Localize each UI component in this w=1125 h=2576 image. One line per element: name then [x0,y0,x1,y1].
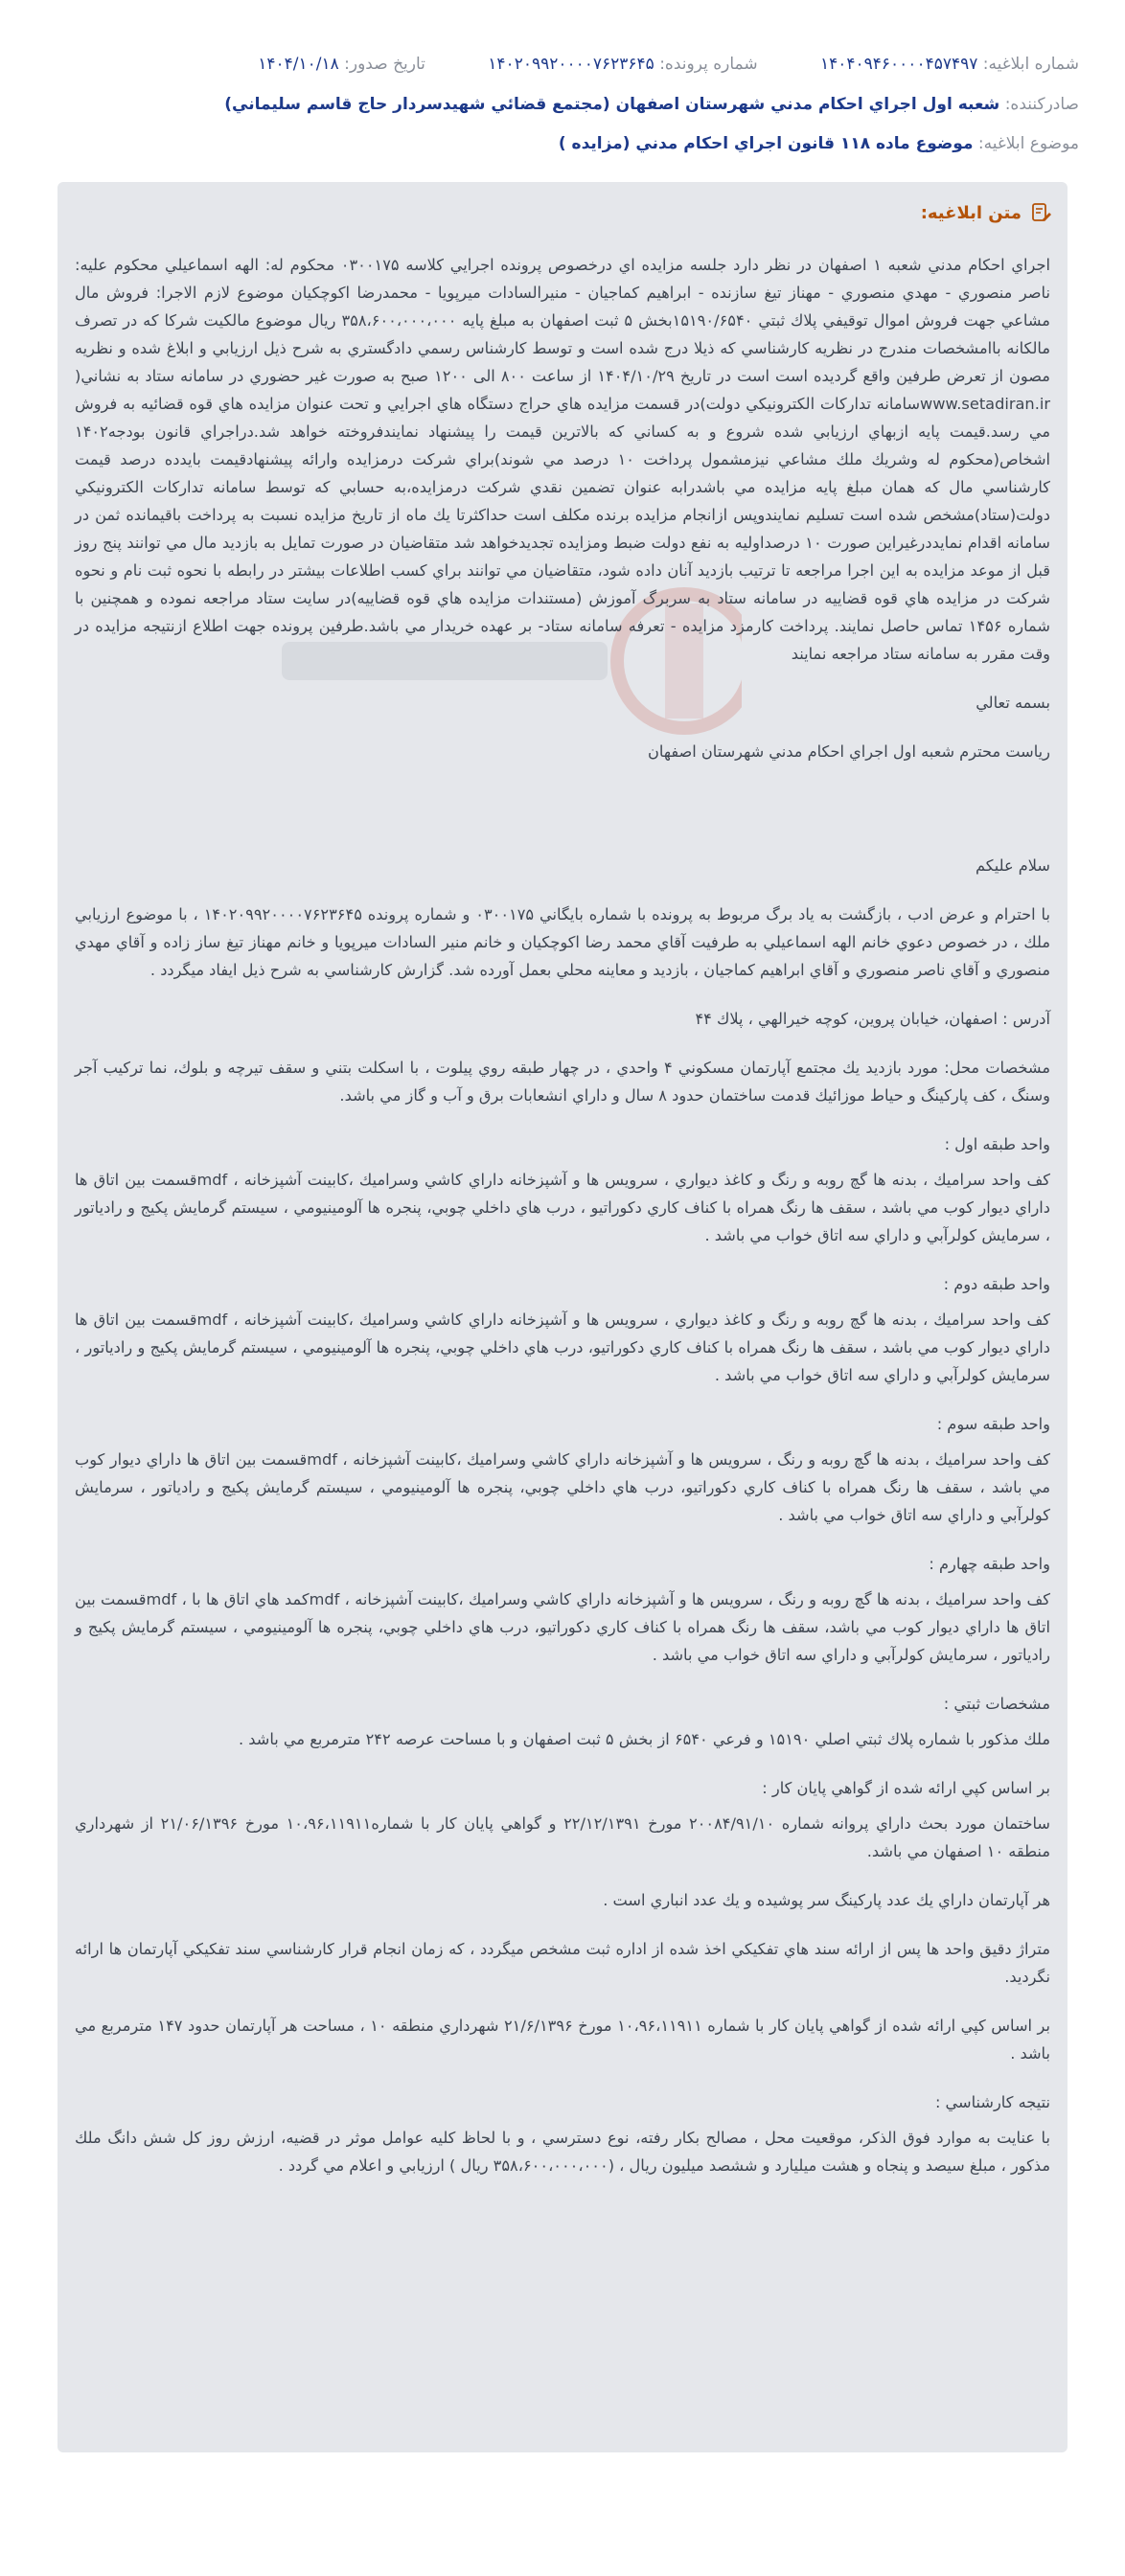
report-intro: با احترام و عرض ادب ، بازگشت به ياد برگ مربوط به پرونده با شماره بايگاني ۰۳۰۰۱۷۵ و شماره پرونده ۱۴۰۲۰۹۹۲۰۰۰۰۷۶۲۳۶۴۵ ، با موضوع ارزيابي ملك ، در خصوص دعوي خانم الهه اسماعيلي به طرفيت آقاي محمد رضا اكوچكيان و خانم منير السادات ميرپويا و خانم مهناز تيغ ساز زاده و آقاي مهدي منصوري و آقاي ناصر منصوري و آقاي ابراهيم كماجيان ، بازديد و معاينه محلي بعمل آورده شد. گزارش كارشناسي به شرح ذيل ايفاد ميگردد . [75,905,1050,979]
document-edit-icon [1029,201,1052,224]
completion-cert-heading: بر اساس كپي ارائه شده از گواهي پايان كار : [762,1779,1050,1797]
issuer-row [46,93,1079,116]
issuer: شعبه اول اجراي احكام مدني شهرستان اصفهان (مجتمع قضائي شهيدسردار حاج قاسم سليماني) [224,95,1000,114]
issuer-label: صادرکننده: [1004,95,1079,114]
notice-meta-row [46,53,1079,76]
apartment-area: بر اساس كپي ارائه شده از گواهي پايان كار با شماره ۱۰،۹۶،۱۱۹۱۱ مورخ ۲۱/۶/۱۳۹۶ شهرداري منطقه ۱۰ ، مساحت هر آپارتمان حدود ۱۴۷ مترمربع مي باشد . [75,2017,1050,2063]
subject-row [46,132,1079,155]
site-specs: مشخصات محل: مورد بازديد يك مجتمع آپارتمان مسكوني ۴ واحدي ، در چهار طبقه روي پيلوت ، با اسكلت بتني و سقف تيرچه و بلوك، نما تركيب آجر وسنگ ، كف پاركينگ و حياط موزائيك قدمت ساختمان حدود ۸ سال و داراي انشعابات برق و آب و گاز مي باشد. [75,1059,1051,1105]
floor3-description: كف واحد سراميك ، بدنه ها گچ روبه و رنگ ، سرويس ها و آشپزخانه داراي كاشي وسراميك ،كابينت آشپزخانه ، mdfقسمت بين اتاق ها داراي ديوار كوب مي باشد ، سقف ها رنگ همراه با كناف كاري دكوراتيو، درب هاي داخلي چوبي، پنجره ها آلومينيومي ، سيستم گرمايش پكيج و رادياتور ، سرمايش كولرآبي و داراي سه اتاق خواب مي باشد . [75,1450,1051,1524]
notice-text-card [57,182,1068,2452]
issue-date-group [258,53,425,76]
subject-label: موضوع ابلاغیه: [977,134,1079,153]
notice-number: ۱۴۰۴۰۹۴۶۰۰۰۰۴۵۷۴۹۷ [820,55,978,74]
card-title: متن ابلاغیه: [920,202,1022,223]
floor1-description: كف واحد سراميك ، بدنه ها گچ روبه و رنگ و كاغذ ديواري ، سرويس ها و آشپزخانه داراي كاشي وسراميك ،كابينت آشپزخانه ، mdfقسمت بين اتاق ها داراي ديوار كوب مي باشد ، سقف ها رنگ همراه با كناف كاري دكوراتيو ، درب هاي داخلي چوبي، پنجره ها آلومينيومي ، سيستم گرمايش پكيج و رادياتور ، سرمايش كولرآبي و داراي سه اتاق خواب مي باشد . [75,1171,1050,1244]
floor2-description: كف واحد سراميك ، بدنه ها گچ روبه و رنگ و كاغذ ديواري ، سرويس ها و آشپزخانه داراي كاشي وسراميك ،كابينت آشپزخانه ، mdfقسمت بين اتاق ها داراي ديوار كوب مي باشد ، سقف ها رنگ همراه با كناف كاري دكوراتيو، درب هاي داخلي چوبي، پنجره ها آلومينيومي ، سيستم گرمايش پكيج و رادياتور ، سرمايش كولرآبي و داراي سه اتاق خواب مي باشد . [75,1311,1050,1384]
notice-body [75,251,1050,2200]
case-number-group [488,53,757,76]
card-header [921,201,1052,224]
address: آدرس : اصفهان، خيابان پروين، كوچه خيرالهي ، پلاك ۴۴ [695,1010,1050,1028]
valuation-result: با عنايت به موارد فوق الذكر، موقعيت محل ، مصالح بكار رفته، نوع دسترسي ، و با لحاظ كليه عوامل موثر در قضيه، ارزش روز كل شش دانگ ملك مذكور ، مبلغ سيصد و پنجاه و هشت ميليارد و ششصد ميليون ريال ، (۳۵۸،۶۰۰،۰۰۰،۰۰۰ ريال ) ارزيابي و اعلام مي گردد . [75,2129,1050,2175]
floor4-heading: واحد طبقه چهارم : [929,1555,1050,1573]
issue-date: ۱۴۰۴/۱۰/۱۸ [258,55,339,74]
notice-number-label: شماره ابلاغیه: [982,55,1079,74]
floor4-description: كف واحد سراميك ، بدنه ها گچ روبه و رنگ ، سرويس ها و آشپزخانه داراي كاشي وسراميك ،كابينت آشپزخانه ، mdfكمد هاي اتاق ها با ، mdfقسمت بين اتاق ها داراي ديوار كوب مي باشد، سقف ها رنگ همراه با كناف كاري دكوراتيو، درب هاي داخلي چوبي، پنجره ها آلومينيومي ، سيستم گرمايش پكيج و رادياتور ، سرمايش كولرآبي و داراي سه اتاق خواب مي باشد . [75,1590,1050,1664]
parking-storage: هر آپارتمان داراي يك عدد پاركينگ سر پوشيده و يك عدد انباري است . [603,1891,1050,1909]
greeting: سلام عليكم [975,856,1050,875]
floor3-heading: واحد طبقه سوم : [936,1415,1050,1433]
salutation-basmala: بسمه تعالي [976,694,1050,712]
case-number-label: شماره پرونده: [659,55,758,74]
registration-heading: مشخصات ثبتي : [943,1695,1050,1713]
subject: موضوع ماده ۱۱۸ قانون اجراي احكام مدني (مزايده ) [558,134,974,153]
floor2-heading: واحد طبقه دوم : [943,1275,1050,1293]
floor1-heading: واحد طبقه اول : [944,1135,1050,1153]
notice-number-group [820,53,1079,76]
registration-details: ملك مذكور با شماره پلاك ثبتي اصلي ۱۵۱۹۰ و فرعي ۶۵۴۰ از بخش ۵ ثبت اصفهان و با مساحت عرصه ۲۴۲ مترمربع مي باشد . [238,1730,1050,1748]
issue-date-label: تاریخ صدور: [344,55,425,74]
auction-announcement: اجراي احكام مدني شعبه ۱ اصفهان در نظر دارد جلسه مزايده اي درخصوص پرونده اجرايي كلاسه ۰۳۰۰۱۷۵ محكوم له: الهه اسماعيلي محكوم عليه: ناصر منصوري - مهدي منصوري - مهناز تيغ سازنده - ابراهيم كماجيان - منيرالسادات ميرپويا - محمدرضا اكوچكيان موضوع لازم الاجرا: فروش مال مشاعي جهت فروش اموال توقيفي پلاك ثبتي ۱۵۱۹۰/۶۵۴۰بخش ۵ ثبت اصفهان به مبلغ پايه ۳۵۸،۶۰۰،۰۰۰،۰۰۰ ريال موضوع مالكيت شركا كه در تصرف مالكانه باامشخصات مندرج در نظريه كارشناسي كه ذيلا درج شده است و توسط كارشناس رسمي دادگستري به شرح ذيل ارزيابي و ابلاغ شده و نظريه مصون از تعرض طرفين واقع گرديده است است در تاريخ ۱۴۰۴/۱۰/۲۹ از ساعت ۸۰۰ الی ۱۲۰۰ صبح به صورت غير حضوري در سامانه ستاد به نشاني( www.setadiran.irسامانه تداركات الكترونيكي دولت)در قسمت مزايده هاي حراج دستگاه هاي اجرايي و تحت عنوان مزايده هاي قوه قضائيه به فروش مي رسد.قيمت پايه ازبهاي ارزيابي شده شروع و به كساني كه بالاترين قيمت را پيشنهاد نمايندفروخته خواهد شد.دراجراي قانون بودجه۱۴۰۲ اشخاص(محكوم له وشريك ملك مشاعي نيزمشمول پرداخت ۱۰ درصد مي شوند)براي شركت درمزايده وارائه پيشنهادقيمت بايدده درصد قيمت كارشناسي مال كه همان مبلغ پايه مزايده مي باشدرابه عنوان تضمين نقدي شركت درمزايده،به حسابي كه توسط سامانه تداركات الكترونيكي دولت(ستاد)مشخص شده است تسليم نمايندوپس ازانجام مزايده برنده مكلف است حداكثرتا يك ماه از تاريخ مزايده نسبت به پرداخت باقيمانده ثمن در سامانه اقدام نمايددرغيراين صورت ۱۰ درصداوليه به نفع دولت ضبط ومزايده تجديدخواهد شد متقاضيان در صورت تمايل به بازديد مال مي توانند پنج روز قبل از موعد مزايده به اين اجرا مراجعه تا ترتيب بازديد آنان داده شود، متقاضيان مي توانند براي كسب اطلاعات بيشتر در رابطه با نحوه ثبت نام و نحوه شركت در مزايده هاي قوه قضاييه در سامانه ستاد به سربرگ آموزش (مستندات مزايده هاي قوه قضاييه)در سايت ستاد مراجعه نموده و همچنين با شماره ۱۴۵۶ تماس حاصل نمايند. پرداخت كارمزد مزايده - تعرفه سامانه ستاد- بر عهده خريدار مي باشد.طرفين پرونده جهت اطلاع ازنتيجه مزايده در وقت مقرر به سامانه ستاد مراجعه نمايند [75,256,1051,663]
area-note: متراژ دقيق واحد ها پس از ارائه سند هاي تفكيكي اخذ شده از اداره ثبت مشخص ميگردد ، كه زمان انجام قرار كارشناسي سند تفكيكي آپارتمان ها ارائه نگرديد. [75,1940,1050,1986]
completion-cert-details: ساختمان مورد بحث داراي پروانه شماره ۲۰۰۸۴/۹۱/۱۰ مورخ ۲۲/۱۲/۱۳۹۱ و گواهي پايان كار با شماره۱۰،۹۶،۱۱۹۱۱ مورخ ۲۱/۰۶/۱۳۹۶ از شهرداري منطقه ۱۰ اصفهان مي باشد. [75,1814,1050,1860]
case-number: ۱۴۰۲۰۹۹۲۰۰۰۰۷۶۲۳۶۴۵ [488,55,654,74]
addressee: رياست محترم شعبه اول اجراي احكام مدني شهرستان اصفهان [648,742,1050,761]
result-heading: نتيجه كارشناسي : [934,2093,1050,2111]
